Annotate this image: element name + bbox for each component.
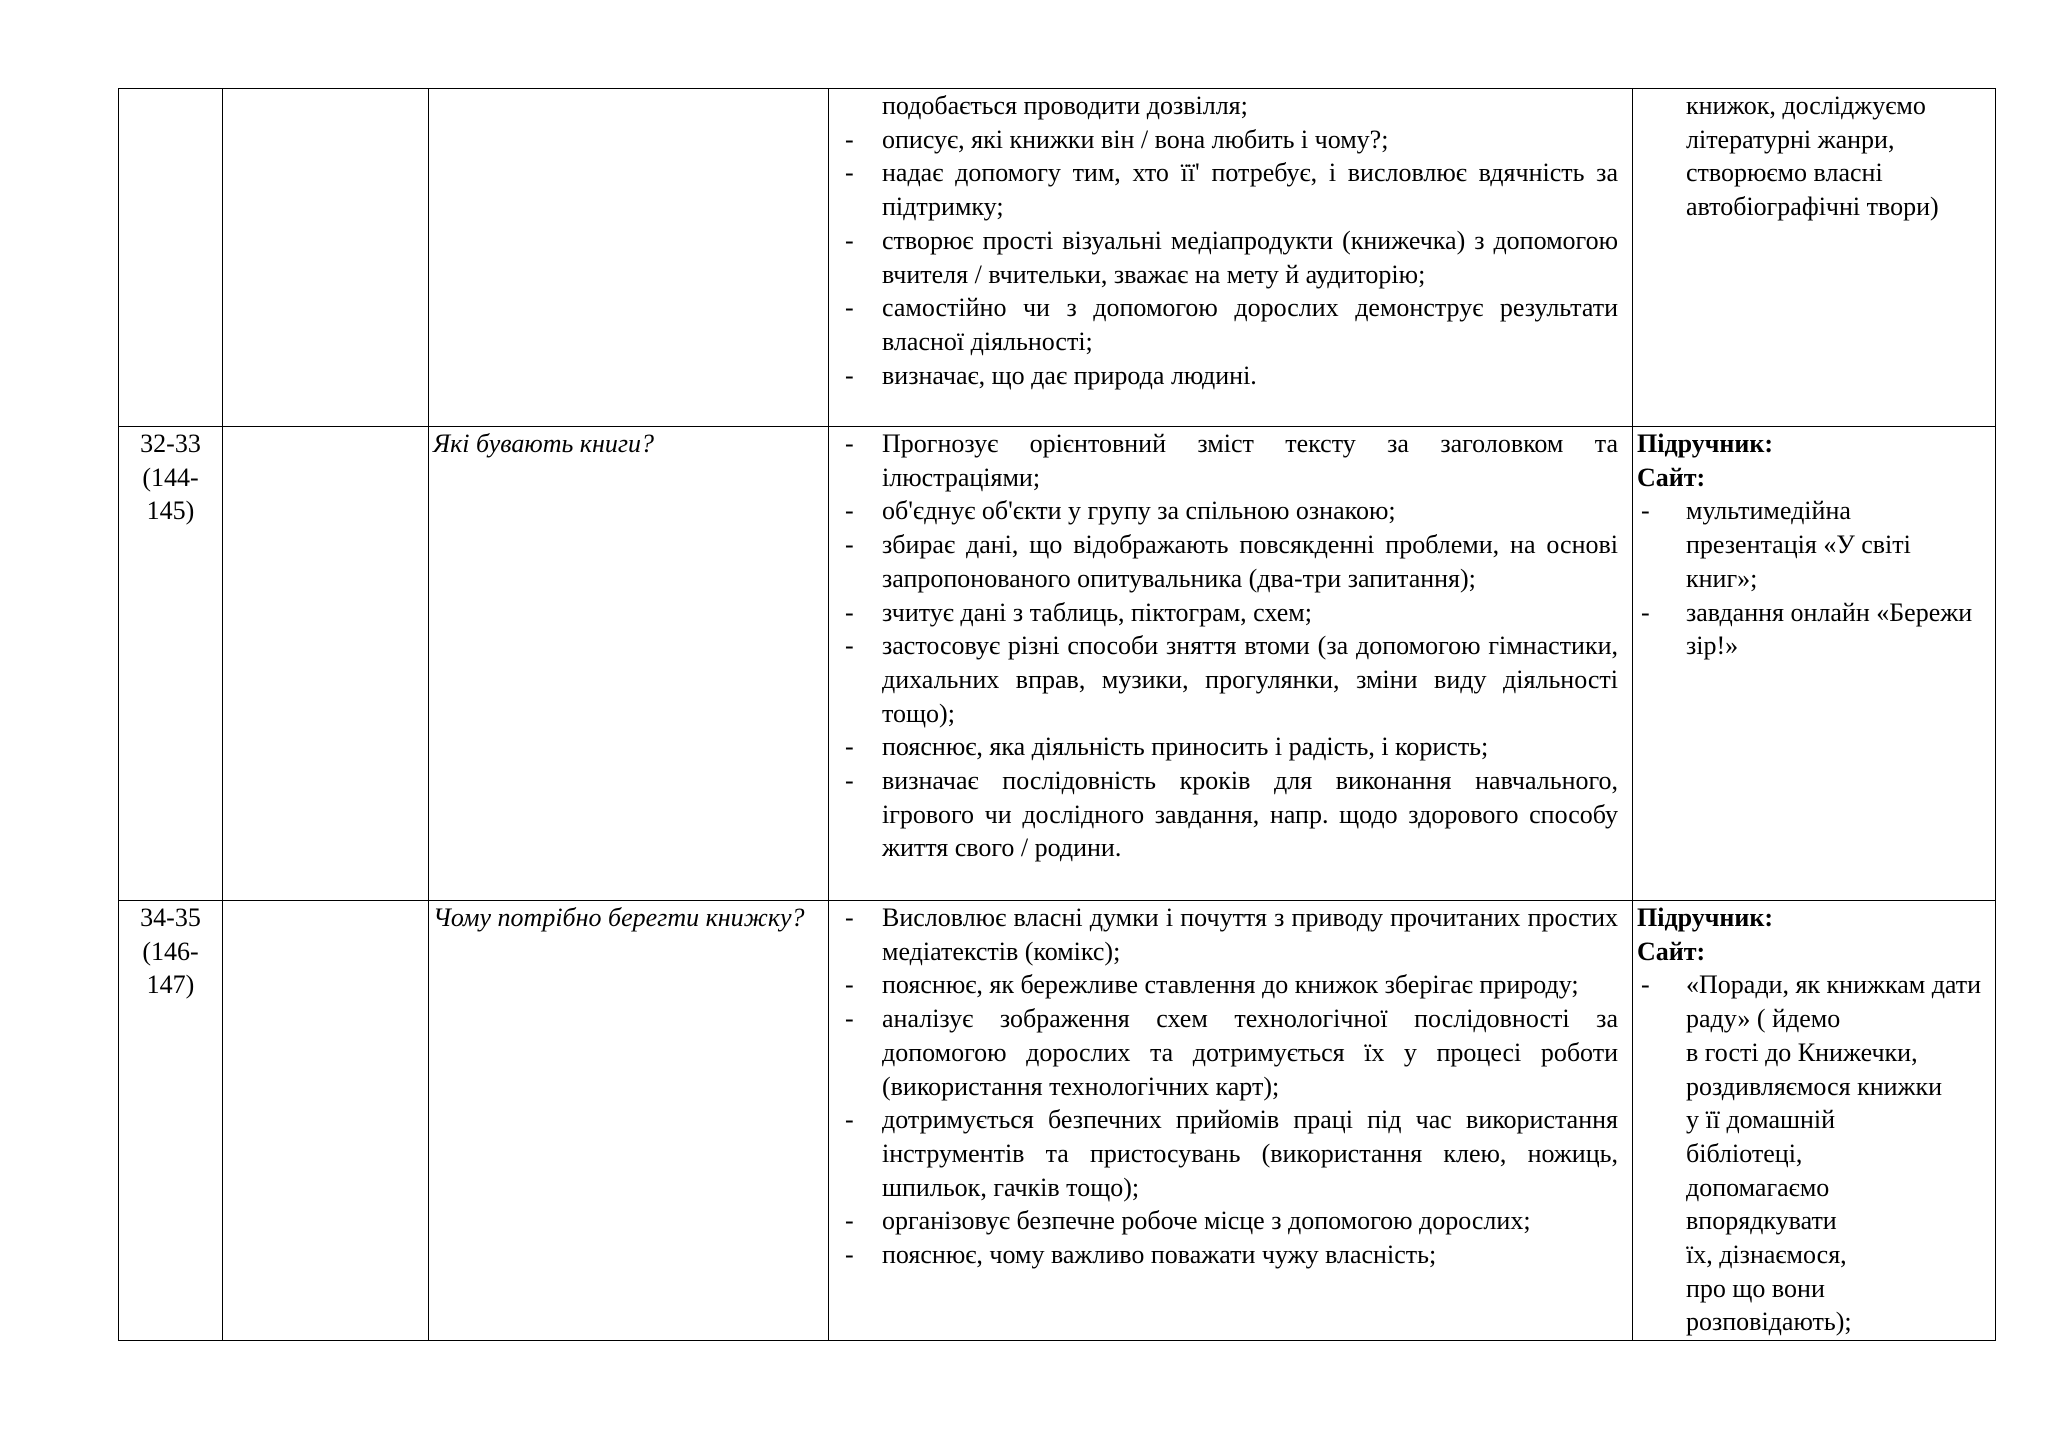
list-item: - створює прості візуальні медіапродукти (книжечка) з допомогою вчителя / вчительки, зважає на мету й аудиторію; — [833, 224, 1628, 291]
list-item: - організовує безпечне робоче місце з допомогою дорослих; — [833, 1204, 1628, 1238]
list-item: - самостійно чи з допомогою дорослих демонструє результати власної діяльності; — [833, 291, 1628, 358]
list-item: - пояснює, як бережливе ставлення до книжок зберігає природу; — [833, 968, 1628, 1002]
resource-line: створюємо власні — [1686, 158, 1883, 188]
resources-list — [1637, 494, 1991, 663]
lesson-number-cell — [119, 89, 223, 427]
outcomes-cell — [829, 901, 1633, 1341]
hours-cell — [223, 89, 429, 427]
table-row — [119, 901, 1996, 1341]
list-item: - Прогнозує орієнтовний зміст тексту за заголовком та ілюстраціями; — [833, 427, 1628, 494]
list-item: - описує, які книжки він / вона любить і чому?; — [833, 123, 1628, 157]
resource-line: роздивляємося книжки — [1686, 1071, 1943, 1101]
table-row — [119, 427, 1996, 901]
list-item: - пояснює, яка діяльність приносить і радість, і користь; — [833, 730, 1628, 764]
resource-line: допомагаємо — [1686, 1172, 1830, 1202]
list-item: - визначає послідовність кроків для виконання навчального, ігрового чи дослідного завдання, напр. щодо здорового способу життя свого / родини. — [833, 764, 1628, 865]
table-row — [119, 89, 1996, 427]
resource-line: їх, дізнаємося, — [1686, 1240, 1847, 1270]
resource-line: розповідають); — [1686, 1307, 1852, 1337]
resource-line: автобіографічні твори) — [1686, 192, 1939, 222]
list-item: - застосовує різні способи зняття втоми (за допомогою гімнастики, дихальних вправ, музики, прогулянки, зміни виду діяльності тощо); — [833, 629, 1628, 730]
lesson-number-cell: 32-33 (144-145) — [119, 427, 223, 901]
list-item: - об'єднує об'єкти у групу за спільною ознакою; — [833, 494, 1628, 528]
resource-line: про що вони — [1686, 1273, 1825, 1303]
outcomes-cell — [829, 89, 1633, 427]
lesson-number-cell: 34-35 (146-147) — [119, 901, 223, 1341]
outcomes-list — [833, 901, 1628, 1272]
list-item: - пояснює, чому важливо поважати чужу власність; — [833, 1238, 1628, 1272]
resource-line: книжок, досліджуємо — [1686, 91, 1926, 120]
textbook-heading: Підручник: — [1637, 903, 1773, 932]
resources-cell — [1633, 901, 1996, 1341]
list-item: - завдання онлайн «Бережи зір!» — [1637, 596, 1991, 663]
hours-cell — [223, 901, 429, 1341]
site-heading: Сайт: — [1637, 462, 1706, 492]
resource-line: літературні жанри, — [1686, 124, 1895, 154]
list-item: - зчитує дані з таблиць, піктограм, схем; — [833, 596, 1628, 630]
list-item: подобається проводити дозвілля; — [882, 91, 1248, 120]
list-item: - «Поради, як книжкам дати раду» ( йдемо — [1637, 968, 1991, 1035]
list-item: - Висловлює власні думки і почуття з приводу прочитаних простих медіатекстів (комікс); — [833, 901, 1628, 968]
outcomes-list — [833, 427, 1628, 865]
resource-line: у її домашній — [1686, 1105, 1836, 1135]
resources-cell — [1633, 427, 1996, 901]
outcomes-list — [833, 89, 1628, 392]
list-item: - мультимедійна презентація «У світі книг»; — [1637, 494, 1991, 595]
textbook-heading: Підручник: — [1637, 429, 1773, 458]
site-heading: Сайт: — [1637, 936, 1706, 966]
resources-list — [1637, 968, 1991, 1035]
lesson-plan-table — [118, 88, 1996, 1341]
list-item: - визначає, що дає природа людині. — [833, 359, 1628, 393]
list-item: - збирає дані, що відображають повсякденні проблеми, на основі запропонованого опитувальника (два-три запитання); — [833, 528, 1628, 595]
resource-line: в гості до Книжечки, — [1686, 1037, 1918, 1067]
topic-cell — [429, 89, 829, 427]
list-item: - дотримується безпечних прийомів праці під час використання інструментів та пристосувань (використання клею, ножиць, шпильок, гачків тощо); — [833, 1103, 1628, 1204]
resource-line: бібліотеці, — [1686, 1138, 1803, 1168]
list-item: - аналізує зображення схем технологічної послідовності за допомогою дорослих та дотримується їх у процесі роботи (використання технологічних карт); — [833, 1002, 1628, 1103]
topic-cell: Які бувають книги? — [429, 427, 829, 901]
list-item: - надає допомогу тим, хто її' потребує, і висловлює вдячність за підтримку; — [833, 156, 1628, 223]
hours-cell — [223, 427, 429, 901]
resources-cell — [1633, 89, 1996, 427]
topic-cell: Чому потрібно берегти книжку? — [429, 901, 829, 1341]
outcomes-cell — [829, 427, 1633, 901]
resource-line: впорядкувати — [1686, 1206, 1837, 1236]
